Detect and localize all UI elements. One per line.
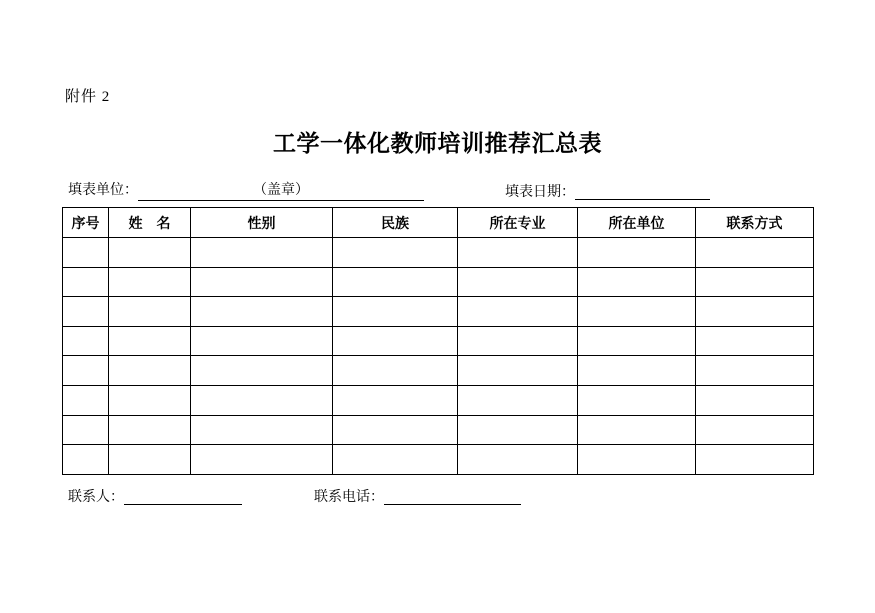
table-cell[interactable] [191,415,333,445]
table-cell[interactable] [578,356,696,386]
column-header-ethnicity: 民族 [333,208,458,238]
table-cell[interactable] [696,267,814,297]
table-cell[interactable] [63,385,109,415]
table-row [63,385,814,415]
unit-blank-field[interactable] [138,182,424,201]
table-row [63,356,814,386]
column-header-name: 姓 名 [109,208,191,238]
table-row [63,445,814,475]
date-group [505,181,710,202]
table-cell[interactable] [191,267,333,297]
table-cell[interactable] [458,267,578,297]
table-cell[interactable] [63,267,109,297]
date-label: 填表日期： [505,185,575,200]
unit-label: 填表单位： [68,183,138,198]
table-cell[interactable] [458,415,578,445]
table-cell[interactable] [109,267,191,297]
footer-row [68,486,813,507]
column-header-unit: 所在单位 [578,208,696,238]
table-cell[interactable] [578,297,696,327]
table-cell[interactable] [578,326,696,356]
table-cell[interactable] [191,356,333,386]
table-header-row [63,208,814,238]
column-header-major: 所在专业 [458,208,578,238]
table-cell[interactable] [63,415,109,445]
table-cell[interactable] [696,238,814,268]
table-cell[interactable] [109,445,191,475]
table-cell[interactable] [109,238,191,268]
table-cell[interactable] [458,297,578,327]
table-cell[interactable] [458,238,578,268]
table-cell[interactable] [109,415,191,445]
table-cell[interactable] [333,415,458,445]
table-cell[interactable] [333,238,458,268]
table-cell[interactable] [578,267,696,297]
phone-label: 联系电话： [314,490,384,505]
table-cell[interactable] [63,297,109,327]
table-cell[interactable] [458,445,578,475]
table-cell[interactable] [578,385,696,415]
attachment-label: 附件 2 [65,89,111,105]
table-cell[interactable] [458,385,578,415]
table-cell[interactable] [696,326,814,356]
table-cell[interactable] [696,445,814,475]
table-cell[interactable] [333,326,458,356]
table-cell[interactable] [696,385,814,415]
table-row [63,415,814,445]
page-title: 工学一体化教师培训推荐汇总表 [273,131,602,156]
table-cell[interactable] [191,297,333,327]
table-cell[interactable] [109,385,191,415]
table-cell[interactable] [458,326,578,356]
table-cell[interactable] [333,267,458,297]
summary-table [62,207,814,475]
table-cell[interactable] [458,356,578,386]
table-row [63,267,814,297]
table-cell[interactable] [333,297,458,327]
table-body [63,238,814,475]
table-cell[interactable] [109,356,191,386]
table-cell[interactable] [578,415,696,445]
table-cell[interactable] [63,356,109,386]
contact-label: 联系人： [68,490,124,505]
column-header-number: 序号 [63,208,109,238]
table-cell[interactable] [696,415,814,445]
table-cell[interactable] [578,445,696,475]
table-cell[interactable] [333,445,458,475]
table-cell[interactable] [333,385,458,415]
table-cell[interactable] [696,297,814,327]
table-cell[interactable] [696,356,814,386]
table-cell[interactable] [191,445,333,475]
table-cell[interactable] [63,238,109,268]
table-cell[interactable] [333,356,458,386]
table-row [63,297,814,327]
table-cell[interactable] [191,238,333,268]
table-header [63,208,814,238]
table-cell[interactable] [63,326,109,356]
table-cell[interactable] [63,445,109,475]
form-header-row [68,181,813,201]
column-header-gender: 性别 [191,208,333,238]
seal-label: （盖章） [253,183,309,198]
table-cell[interactable] [578,238,696,268]
table-cell[interactable] [109,326,191,356]
table-cell[interactable] [109,297,191,327]
table-row [63,238,814,268]
date-blank-field[interactable] [575,181,710,200]
contact-blank-field[interactable] [124,486,242,505]
table-cell[interactable] [191,385,333,415]
table-cell[interactable] [191,326,333,356]
column-header-contact: 联系方式 [696,208,814,238]
table-row [63,326,814,356]
phone-blank-field[interactable] [384,486,521,505]
